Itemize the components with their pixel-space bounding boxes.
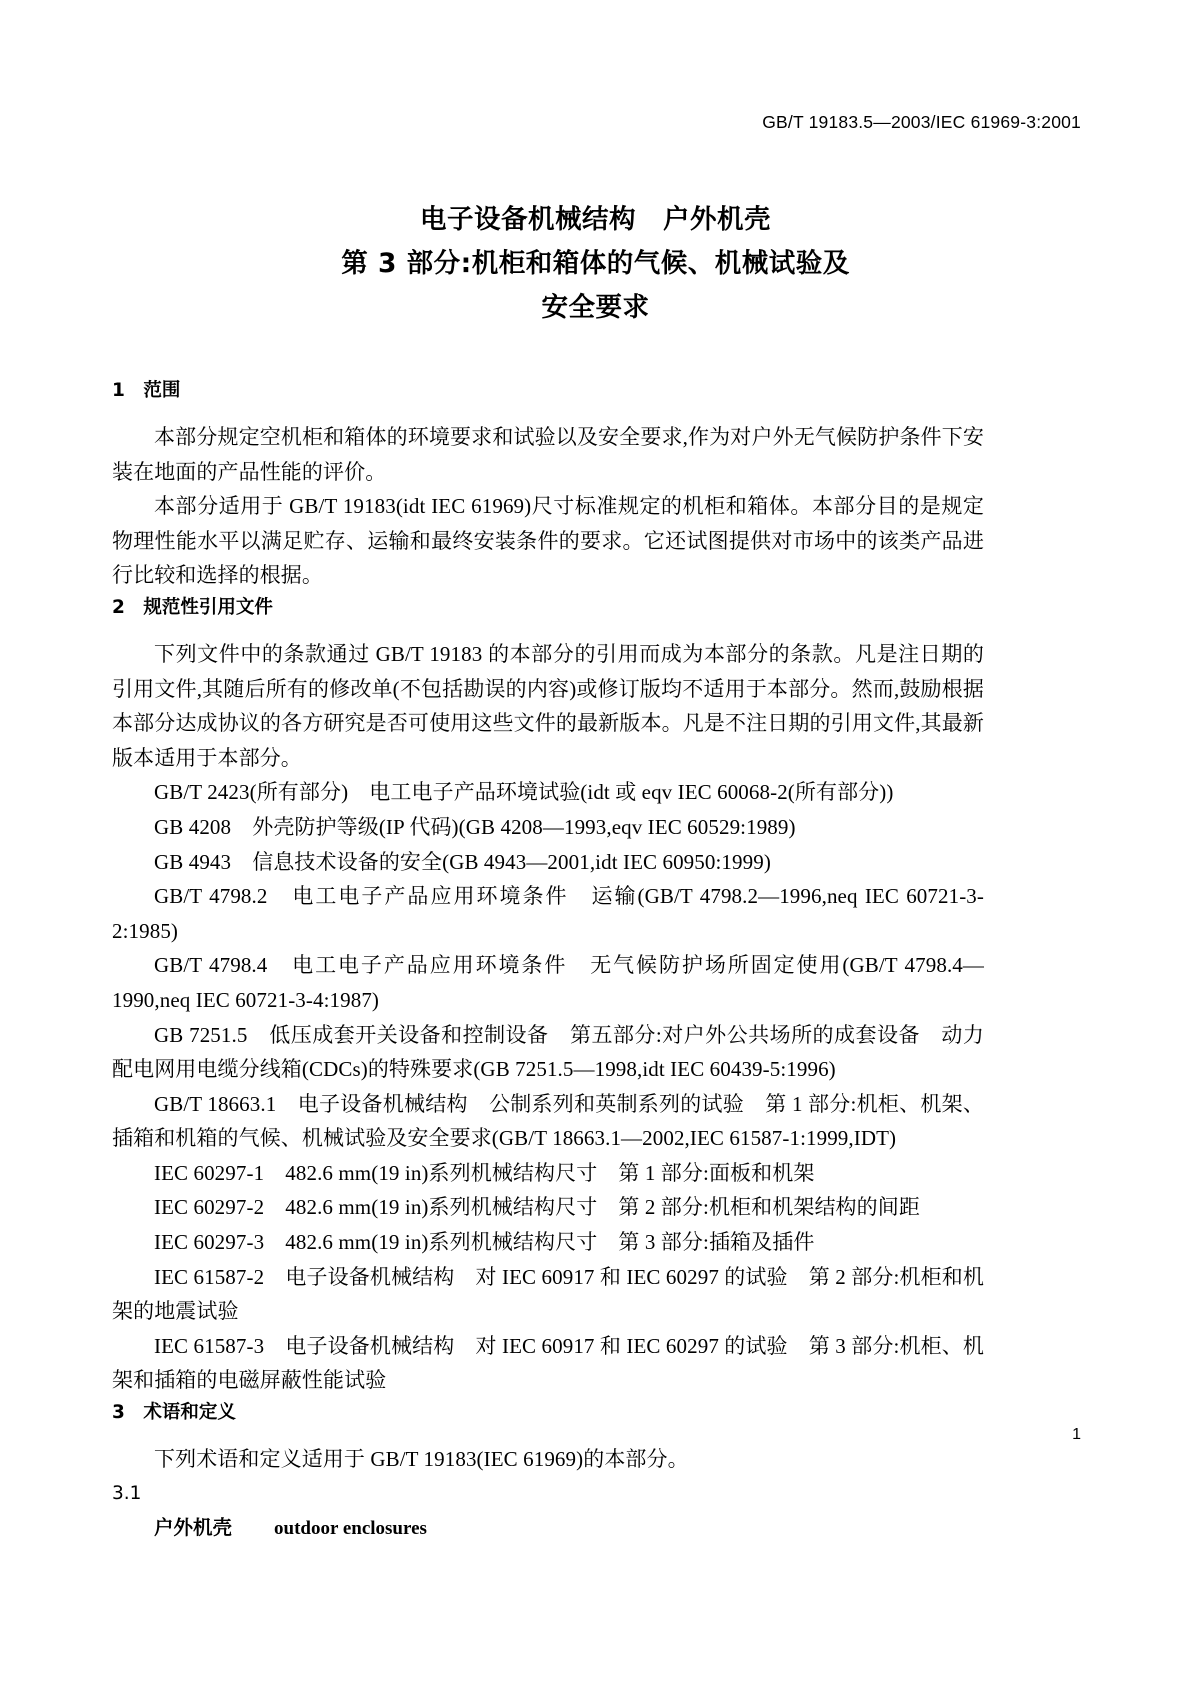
reference-item: IEC 61587-2 电子设备机械结构 对 IEC 60917 和 IEC 60297 的试验 第 2 部分:机柜和机架的地震试验 [112,1264,984,1324]
reference-item: GB/T 18663.1 电子设备机械结构 公制系列和英制系列的试验 第 1 部分:机柜、机架、插箱和机箱的气候、机械试验及安全要求(GB/T 18663.1—2002,IEC 61587-1:1999,IDT) [112,1091,984,1151]
section-1-paragraph-2: 本部分适用于 GB/T 19183(idt IEC 61969)尺寸标准规定的机柜和箱体。本部分目的是规定物理性能水平以满足贮存、运输和最终安装条件的要求。它还试图提供对市场中的该类产品进行比较和选择的根据。 [112,494,984,588]
title-line-2: 第 3 部分:机柜和箱体的气候、机械试验及 [341,248,850,279]
reference-item: GB/T 4798.4 电工电子产品应用环境条件 无气候防护场所固定使用(GB/T 4798.4—1990,neq IEC 60721-3-4:1987) [112,953,984,1012]
term-entry [112,1510,984,1546]
reference-item: IEC 60297-1 482.6 mm(19 in)系列机械结构尺寸 第 1 部分:面板和机架 [154,1160,815,1185]
section-2-paragraph-1: 下列文件中的条款通过 GB/T 19183 的本部分的引用而成为本部分的条款。凡是注日期的引用文件,其随后所有的修改单(不包括勘误的内容)或修订版均不适用于本部分。然而,鼓励根据本部分达成协议的各方研究是否可使用这些文件的最新版本。凡是不注日期的引用文件,其最新版本适用于本部分。 [112,641,984,770]
term-chinese: 户外机壳 [154,1515,233,1539]
reference-item: GB 4208 外壳防护等级(IP 代码)(GB 4208—1993,eqv IEC 60529:1989) [154,814,796,839]
running-header: GB/T 19183.5—2003/IEC 61969-3:2001 [762,112,1081,132]
title-line-1: 电子设备机械结构 户外机壳 [420,204,771,235]
reference-item: GB 4943 信息技术设备的安全(GB 4943—2001,idt IEC 60950:1999) [154,849,771,874]
section-heading-3: 3 术语和定义 [112,1402,236,1424]
reference-item: GB/T 2423(所有部分) 电工电子产品环境试验(idt 或 eqv IEC 60068-2(所有部分)) [154,780,894,805]
section-1-paragraph-1: 本部分规定空机柜和箱体的环境要求和试验以及安全要求,作为对户外无气候防护条件下安装在地面的产品性能的评价。 [112,425,984,484]
title-line-3: 安全要求 [541,292,650,323]
reference-item: IEC 61587-3 电子设备机械结构 对 IEC 60917 和 IEC 60297 的试验 第 3 部分:机柜、机架和插箱的电磁屏蔽性能试验 [112,1333,984,1393]
reference-item: GB 7251.5 低压成套开关设备和控制设备 第五部分:对户外公共场所的成套设备 动力配电网用电缆分线箱(CDCs)的特殊要求(GB 7251.5—1998,idt IEC 60439-5:1996) [112,1022,984,1082]
section-3-paragraph-1: 下列术语和定义适用于 GB/T 19183(IEC 61969)的本部分。 [154,1447,689,1472]
document-body [112,376,984,1546]
document-title [110,198,1081,330]
reference-item: GB/T 4798.2 电工电子产品应用环境条件 运输(GB/T 4798.2—1996,neq IEC 60721-3-2:1985) [112,884,984,943]
section-heading-1: 1 范围 [112,380,181,401]
term-english: outdoor enclosures [274,1517,427,1539]
clause-number-3-1: 3.1 [112,1482,142,1504]
reference-item: IEC 60297-2 482.6 mm(19 in)系列机械结构尺寸 第 2 部分:机柜和机架结构的间距 [154,1195,920,1220]
section-heading-2: 2 规范性引用文件 [112,596,273,618]
page-number: 1 [1072,1426,1081,1443]
reference-item: IEC 60297-3 482.6 mm(19 in)系列机械结构尺寸 第 3 部分:插箱及插件 [154,1230,815,1255]
